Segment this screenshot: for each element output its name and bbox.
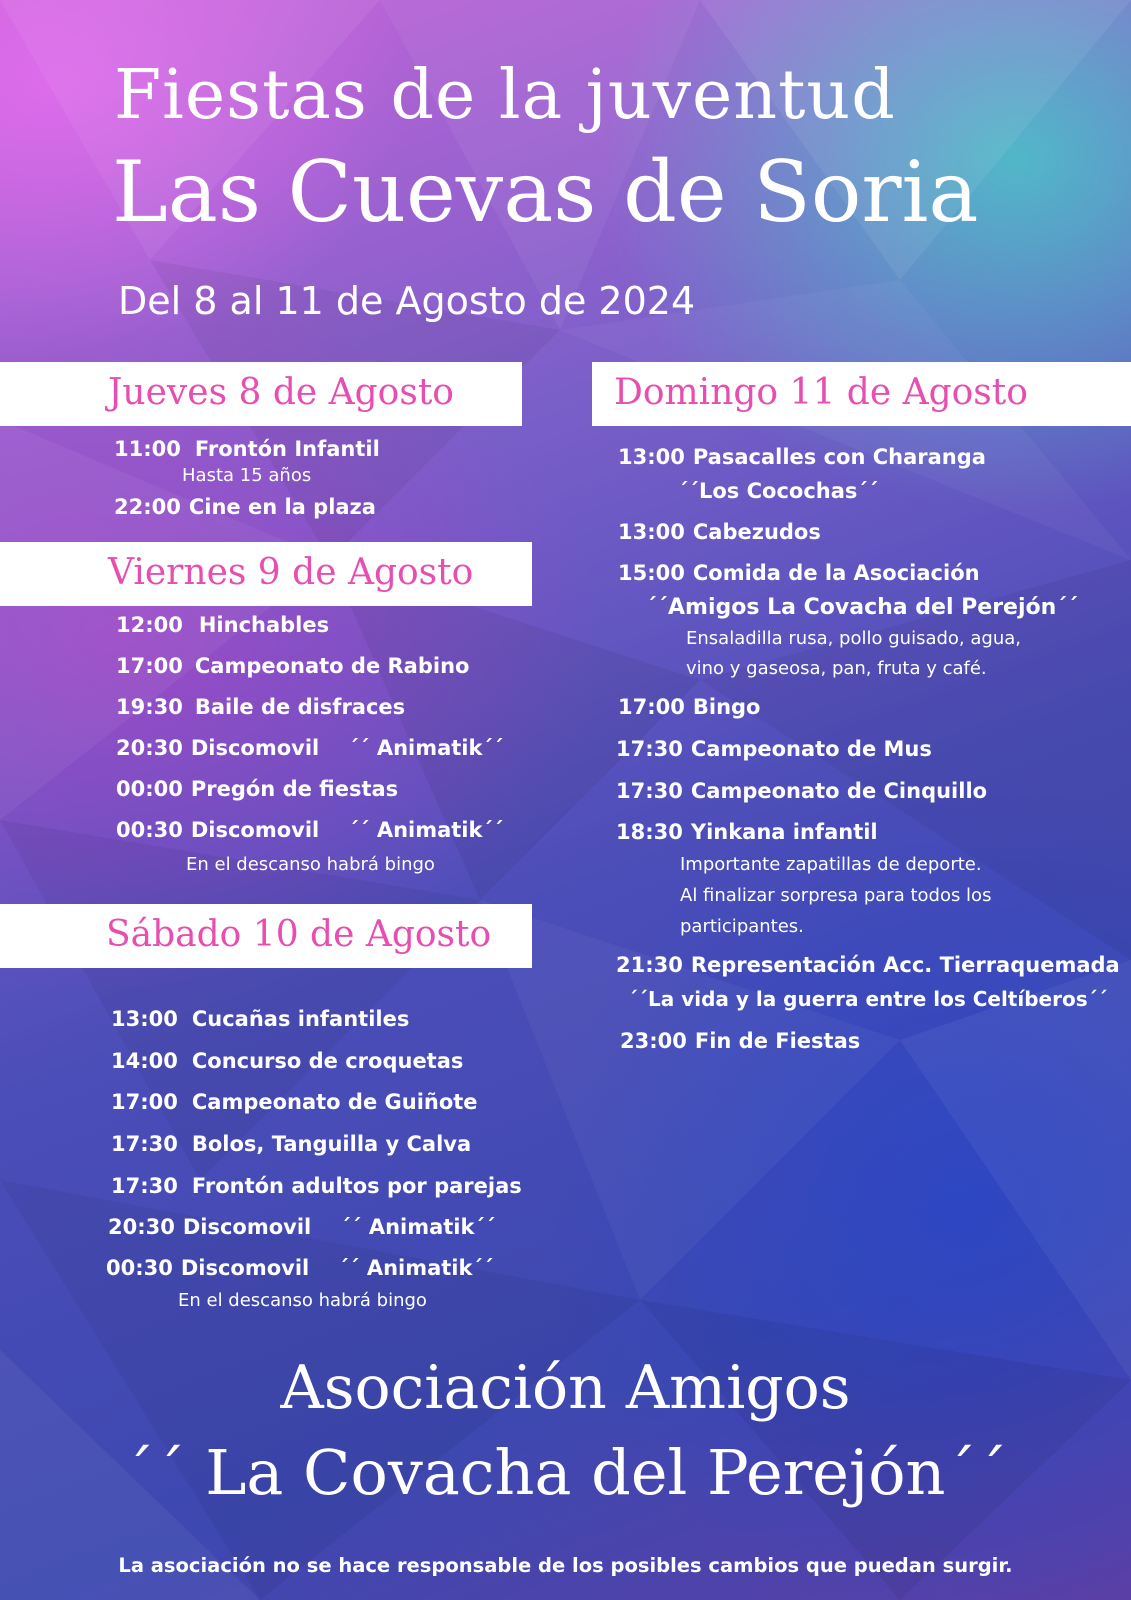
event-item: 15:00 Comida de la Asociación	[618, 561, 980, 585]
day-heading-band-friday	[0, 542, 532, 606]
disclaimer: La asociación no se hace responsable de los posibles cambios que puedan surgir.	[118, 1554, 1013, 1577]
event-item: 18:30 Yinkana infantil	[616, 820, 878, 844]
event-note: En el descanso habrá bingo	[186, 854, 435, 875]
event-dates: Del 8 al 11 de Agosto de 2024	[118, 279, 696, 323]
event-item: 00:30 Discomovil ´´ Animatik´´	[106, 1256, 494, 1280]
event-item: 13:00 Pasacalles con Charanga	[618, 445, 986, 469]
event-item: 00:00 Pregón de fiestas	[116, 777, 399, 801]
event-note: Al finalizar sorpresa para todos los	[680, 885, 992, 906]
event-subtitle: ´´Los Cocochas´´	[678, 479, 879, 503]
event-item: 17:30 Bolos, Tanguilla y Calva	[111, 1132, 472, 1156]
event-item: 17:00 Bingo	[618, 695, 761, 719]
event-item: 17:30 Frontón adultos por parejas	[111, 1174, 522, 1198]
event-item: 20:30 Discomovil ´´ Animatik´´	[108, 1215, 496, 1239]
event-item: 17:30 Campeonato de Cinquillo	[616, 779, 988, 803]
event-subtitle: ´´La vida y la guerra entre los Celtíberos´´	[628, 987, 1108, 1011]
event-note: Hasta 15 años	[182, 465, 312, 486]
event-note: En el descanso habrá bingo	[178, 1290, 427, 1311]
event-item: 00:30 Discomovil ´´ Animatik´´	[116, 818, 504, 842]
day-heading-thursday: Jueves 8 de Agosto	[108, 372, 454, 413]
event-item: 13:00 Cucañas infantiles	[111, 1007, 410, 1031]
event-item: 17:30 Campeonato de Mus	[616, 737, 932, 761]
event-item: 14:00 Concurso de croquetas	[111, 1049, 464, 1073]
day-heading-band-sunday	[592, 362, 1131, 426]
day-heading-friday: Viernes 9 de Agosto	[108, 552, 474, 593]
event-note: participantes.	[680, 916, 804, 937]
event-item: 23:00 Fin de Fiestas	[620, 1029, 861, 1053]
event-item: 17:00 Campeonato de Guiñote	[111, 1090, 478, 1114]
event-item: 22:00 Cine en la plaza	[114, 495, 376, 519]
organizer-name-line1: Asociación Amigos	[280, 1353, 851, 1423]
event-note: Ensaladilla rusa, pollo guisado, agua,	[686, 628, 1021, 649]
event-item: 11:00 Frontón Infantil	[114, 437, 380, 461]
day-heading-band-thursday	[0, 362, 522, 426]
event-item: 20:30 Discomovil ´´ Animatik´´	[116, 736, 504, 760]
event-item: 21:30 Representación Acc. Tierraquemada	[616, 953, 1120, 977]
event-item: 12:00 Hinchables	[116, 613, 330, 637]
event-subtitle: ´´Amigos La Covacha del Perejón´´	[646, 595, 1079, 620]
day-heading-saturday: Sábado 10 de Agosto	[106, 914, 492, 955]
event-item: 19:30 Baile de disfraces	[116, 695, 406, 719]
event-item: 17:00 Campeonato de Rabino	[116, 654, 470, 678]
title-line2: Las Cuevas de Soria	[112, 143, 979, 241]
event-item: 13:00 Cabezudos	[618, 520, 821, 544]
day-heading-sunday: Domingo 11 de Agosto	[614, 372, 1028, 413]
organizer-name-line2: ´´ La Covacha del Perejón´´	[123, 1436, 1008, 1509]
event-note: vino y gaseosa, pan, fruta y café.	[686, 658, 987, 679]
title-line1: Fiestas de la juventud	[114, 56, 896, 135]
day-heading-band-saturday	[0, 904, 532, 968]
event-note: Importante zapatillas de deporte.	[680, 854, 982, 875]
